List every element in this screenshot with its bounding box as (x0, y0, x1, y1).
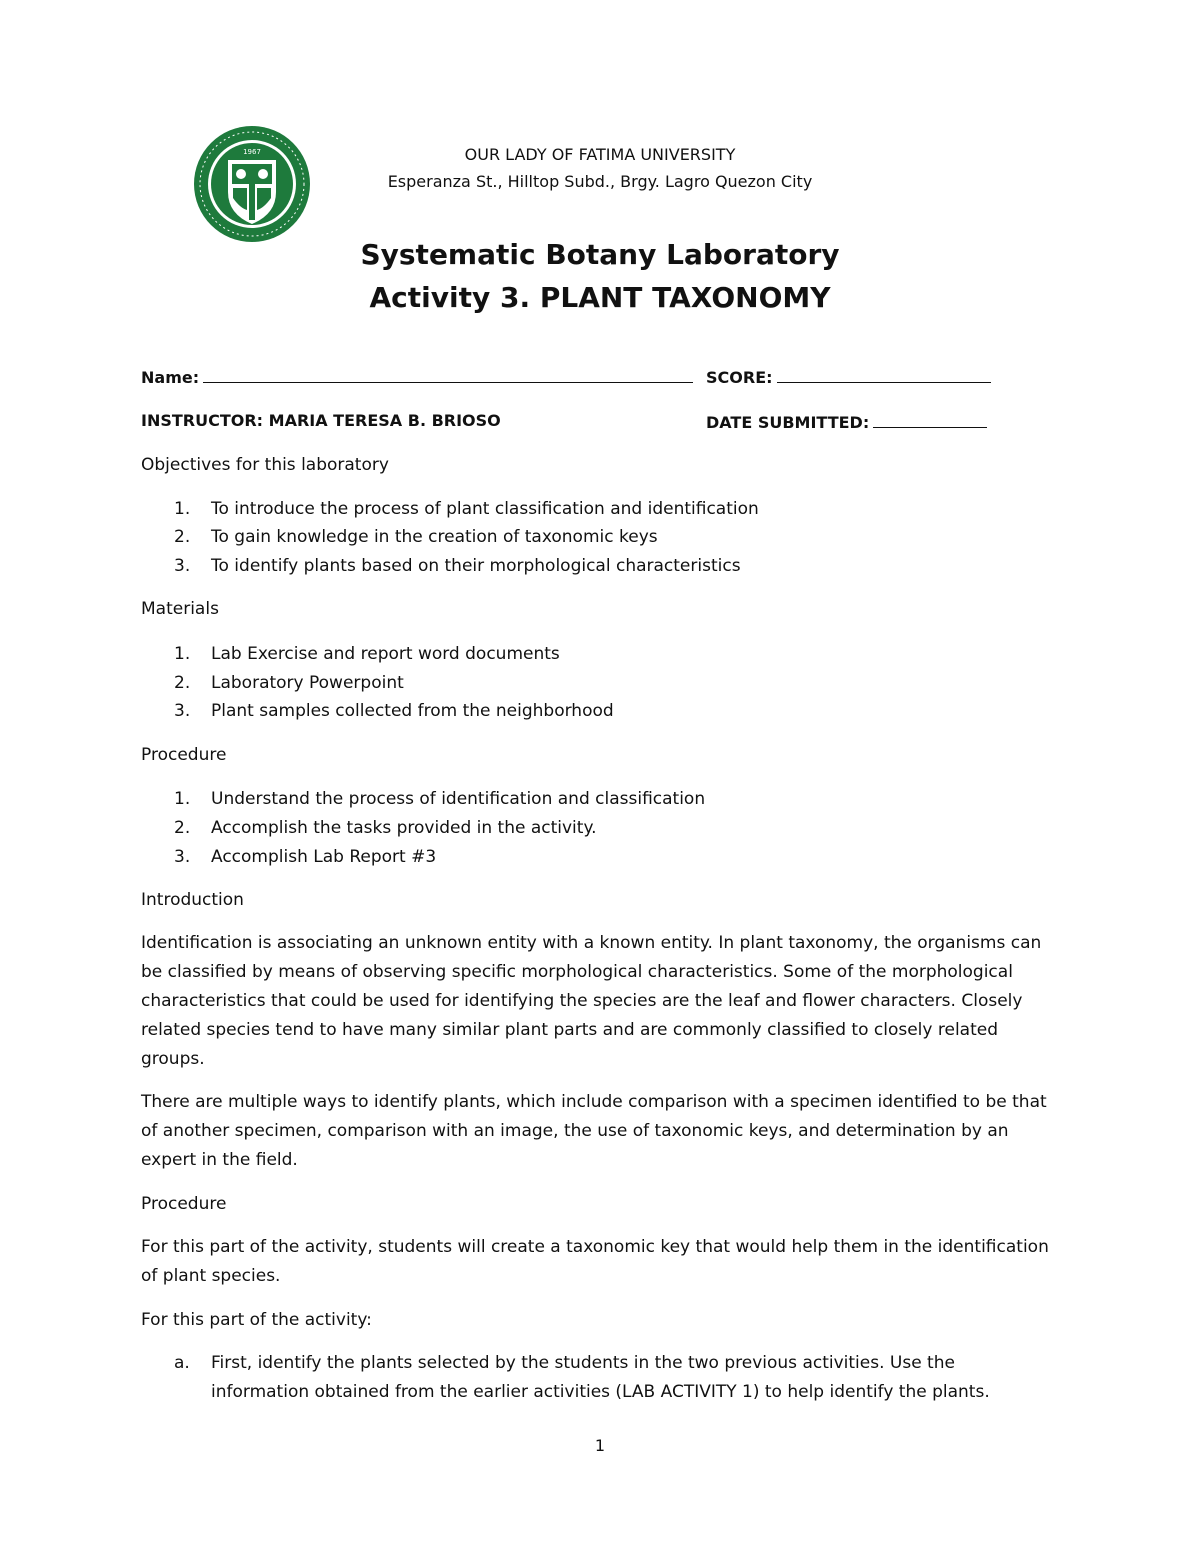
list-item: 2. To gain knowledge in the creation of taxonomic keys (174, 527, 658, 547)
score-label: SCORE: (706, 368, 773, 387)
date-submitted-field (706, 411, 987, 432)
list-item: 3. To identify plants based on their morphological characteristics (174, 556, 741, 576)
procedure-paragraph-2: For this part of the activity: (141, 1310, 372, 1330)
objectives-heading: Objectives for this laboratory (141, 455, 389, 475)
list-item: 3. Accomplish Lab Report #3 (174, 847, 437, 867)
procedure-heading-2: Procedure (141, 1194, 227, 1214)
introduction-paragraph-2: There are multiple ways to identify plants, which include comparison with a specimen identified to be that of another specimen, comparison with an image, the use of taxonomic keys, and determination by an expert in the field. (141, 1092, 1047, 1170)
materials-heading: Materials (141, 599, 219, 619)
name-label: Name: (141, 368, 200, 387)
instructor-label: INSTRUCTOR: MARIA TERESA B. BRIOSO (141, 411, 501, 430)
name-blank[interactable] (203, 366, 693, 383)
list-item: 2. Accomplish the tasks provided in the activity. (174, 818, 597, 838)
procedure-heading: Procedure (141, 745, 227, 765)
list-item: a. First, identify the plants selected by the students in the two previous activities. Use the information obtained from the earlier activities (LAB ACTIVITY 1) to help identify the plants. (174, 1353, 990, 1402)
activity-title: Activity 3. PLANT TAXONOMY (369, 281, 831, 314)
university-address: Esperanza St., Hilltop Subd., Brgy. Lagro Quezon City (387, 172, 813, 191)
list-item: 1. Understand the process of identification and classification (174, 789, 706, 809)
list-item: 2. Laboratory Powerpoint (174, 673, 404, 693)
university-seal-icon (192, 124, 312, 244)
university-name: OUR LADY OF FATIMA UNIVERSITY (464, 145, 736, 164)
date-submitted-label: DATE SUBMITTED: (706, 413, 870, 432)
score-field (706, 366, 991, 387)
list-item: 1. Lab Exercise and report word documents (174, 644, 560, 664)
procedure-paragraph-1: For this part of the activity, students will create a taxonomic key that would help them in the identification of plant species. (141, 1237, 1049, 1286)
list-item: 1. To introduce the process of plant classification and identification (174, 499, 759, 519)
document-title: Systematic Botany Laboratory (360, 238, 840, 271)
introduction-heading: Introduction (141, 890, 244, 910)
introduction-paragraph-1: Identification is associating an unknown entity with a known entity. In plant taxonomy, the organisms can be classified by means of observing specific morphological characteristics. Some of the morphological characteristics that could be used for identifying the species are the leaf and flower characters. Closely related species tend to have many similar plant parts and are commonly classified to closely related groups. (141, 933, 1042, 1069)
name-field (141, 366, 693, 387)
score-blank[interactable] (777, 366, 991, 383)
list-item: 3. Plant samples collected from the neighborhood (174, 701, 614, 721)
seal-year: 1967 (243, 148, 261, 156)
date-submitted-blank[interactable] (873, 411, 987, 428)
page-number: 1 (594, 1436, 606, 1455)
